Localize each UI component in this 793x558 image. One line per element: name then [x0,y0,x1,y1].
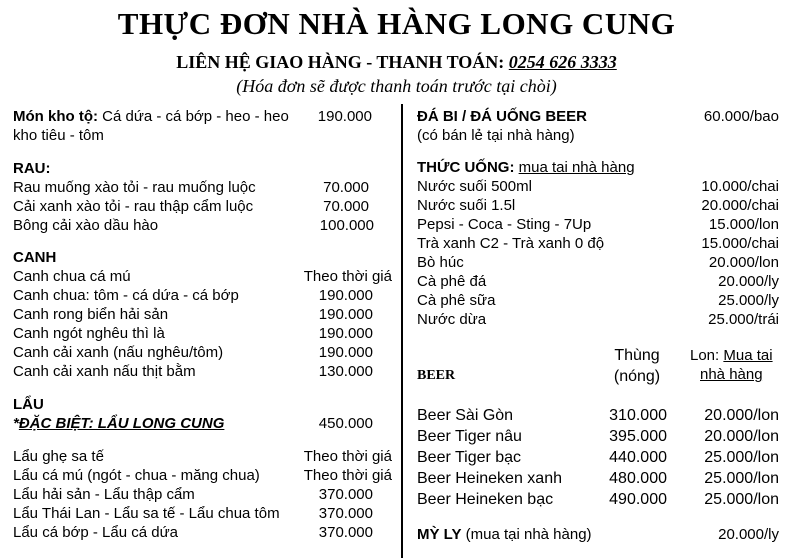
drink-price: 20.000/chai [701,197,779,214]
rau-heading: RAU: [13,160,51,177]
menu-item-price: 100.000 [319,217,374,234]
menu-item-price: 370.000 [318,486,373,503]
my-ly-heading: MỲ LY [417,526,462,543]
lau-heading: LẨU [13,396,44,413]
drink-item: Cà phê đá [417,273,487,290]
kho-to-line1 [13,108,289,126]
drink-item: Nước dừa [417,311,487,328]
contact-label: LIÊN HỆ GIAO HÀNG - THANH TOÁN: [176,52,505,72]
my-ly-price: 20.000/ly [718,526,779,543]
menu-item: Cải xanh xào tỏi - rau thập cẩm luộc [13,198,254,215]
kho-to-items: Cá dứa - cá bớp - heo - heo [102,108,289,125]
beer-lon-price: 20.000/lon [704,428,779,445]
page-title: THỰC ĐƠN NHÀ HÀNG LONG CUNG [117,6,676,41]
phone-number[interactable]: 0254 626 3333 [508,52,617,72]
lon-header-2: nhà hàng [700,366,763,383]
beer-heading: BEER [417,368,456,383]
contact-line [0,52,793,73]
menu-item: Rau muống xào tỏi - rau muống luộc [13,179,256,196]
menu-item-price: Theo thời giá [303,268,392,285]
beer-item: Beer Sài Gòn [417,407,514,424]
beer-lon-price: 20.000/lon [704,407,779,424]
menu-item-price: 190.000 [318,325,373,342]
lon-header-1 [690,347,773,365]
menu-item-price: 70.000 [323,198,369,215]
beer-lon-price: 25.000/lon [704,470,779,487]
kho-to-price: 190.000 [317,108,372,125]
drink-item: Bò húc [417,254,464,271]
menu-item-price: Theo thời giá [303,448,392,465]
beer-thung-price: 490.000 [609,491,667,508]
my-ly-line [417,526,592,544]
menu-item-price: Theo thời giá [303,467,392,484]
drink-price: 25.000/ly [718,292,779,309]
column-divider [401,104,403,558]
beer-thung-price: 310.000 [609,407,667,424]
lau-special [13,415,224,433]
menu-item: Lẩu cá bớp - Lẩu cá dứa [13,524,178,541]
drink-price: 15.000/lon [708,216,779,233]
beer-lon-price: 25.000/lon [704,491,779,508]
lon-prefix: Lon: [690,347,720,364]
menu-item: Canh chua cá mú [13,268,131,285]
menu-item: Lẩu Thái Lan - Lẩu sa tế - Lẩu chua tôm [13,505,280,522]
canh-heading: CANH [13,249,57,266]
lon-mua: Mua tai [723,347,773,364]
drink-price: 10.000/chai [701,178,779,195]
menu-item: Lẩu cá mú (ngót - chua - măng chua) [13,467,260,484]
beer-thung-price: 480.000 [609,470,667,487]
beer-item: Beer Heineken bạc [417,491,554,508]
thuc-uong-sub: mua tai nhà hàng [518,159,635,176]
thung-header-1: Thùng [614,347,660,364]
beer-item: Beer Heineken xanh [417,470,562,487]
menu-item-price: 370.000 [318,505,373,522]
drink-price: 20.000/ly [718,273,779,290]
menu-item-price: 190.000 [318,287,373,304]
da-heading: ĐÁ BI / ĐÁ UỐNG BEER [417,108,588,125]
drink-item: Nước suối 1.5l [417,197,516,214]
da-price: 60.000/bao [703,108,779,125]
drink-item: Nước suối 500ml [417,178,532,195]
kho-to-label: Món kho tộ: [13,108,98,125]
my-ly-sub: (mua tại nhà hàng) [465,526,592,543]
menu-item-price: 370.000 [318,524,373,541]
drink-item: Cà phê sữa [417,292,496,309]
drink-price: 25.000/trái [708,311,779,328]
drink-price: 15.000/chai [701,235,779,252]
special-name: ĐẶC BIỆT: LẨU LONG CUNG [18,415,225,432]
menu-item: Canh cải xanh (nấu nghêu/tôm) [13,344,224,361]
thuc-uong-heading-line [417,159,635,177]
menu-item: Canh cải xanh nấu thịt bằm [13,363,196,380]
thuc-uong-heading: THỨC UỐNG: [417,159,515,176]
menu-item: Bông cải xào dầu hào [13,217,159,234]
beer-item: Beer Tiger nâu [417,428,522,445]
menu-item: Canh ngót nghêu thì là [13,325,165,342]
menu-item: Canh chua: tôm - cá dứa - cá bớp [13,287,239,304]
beer-thung-price: 440.000 [609,449,667,466]
menu-item-price: 130.000 [318,363,373,380]
menu-item-price: 190.000 [318,344,373,361]
menu-item: Lẩu ghẹ sa tế [13,448,104,465]
beer-item: Beer Tiger bạc [417,449,522,466]
beer-lon-price: 25.000/lon [704,449,779,466]
special-marker: * [13,415,19,432]
kho-to-line2: kho tiêu - tôm [13,127,104,144]
beer-thung-price: 395.000 [609,428,667,445]
da-sub: (có bán lẻ tại nhà hàng) [417,127,575,144]
menu-item: Canh rong biển hải sản [13,306,169,323]
drink-price: 20.000/lon [708,254,779,271]
drink-item: Trà xanh C2 - Trà xanh 0 độ [417,235,605,252]
menu-item: Lẩu hải sản - Lẩu thập cẩm [13,486,195,503]
menu-item-price: 190.000 [318,306,373,323]
drink-item: Pepsi - Coca - Sting - 7Up [417,216,592,233]
payment-note: (Hóa đơn sẽ được thanh toán trước tại chòi) [236,76,557,96]
lau-special-price: 450.000 [318,415,373,432]
menu-item-price: 70.000 [323,179,369,196]
thung-header-2: (nóng) [613,368,661,385]
